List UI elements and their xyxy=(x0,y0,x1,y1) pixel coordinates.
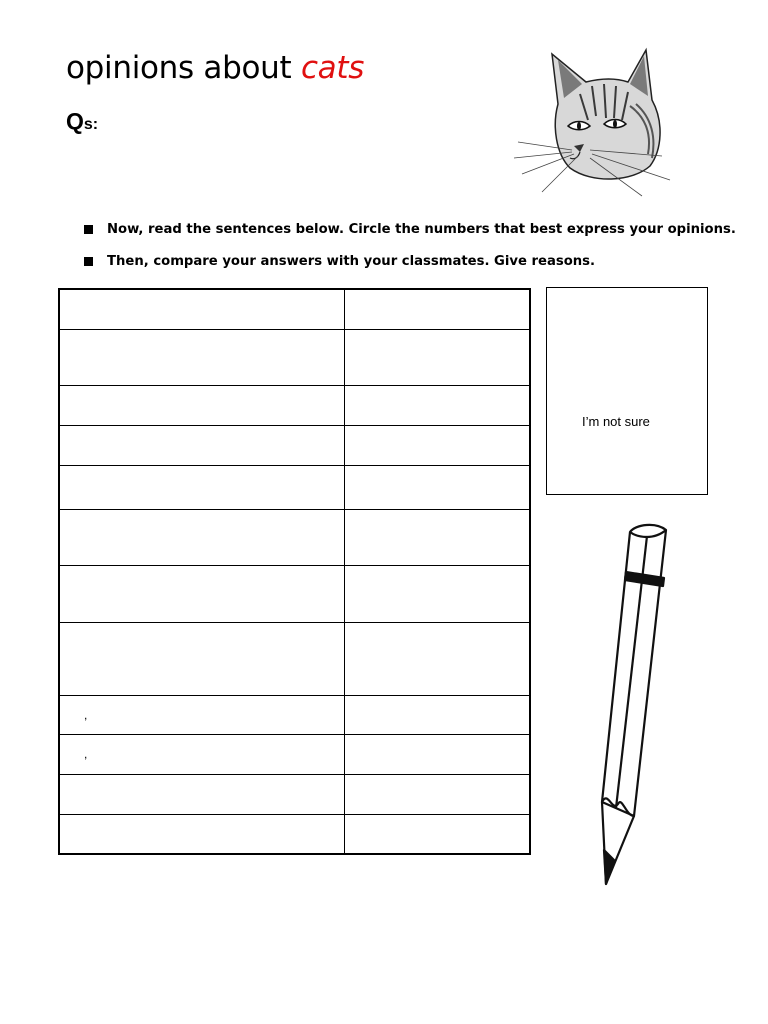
opinions-table xyxy=(58,288,531,855)
table-cell-statement xyxy=(59,774,345,814)
table-cell-rating xyxy=(345,695,531,734)
table-row xyxy=(59,509,530,565)
cat-illustration xyxy=(512,46,674,201)
table-row xyxy=(59,565,530,622)
title-main: opinions about xyxy=(66,50,301,86)
table-row xyxy=(59,289,530,329)
table-row xyxy=(59,425,530,465)
table-cell-statement xyxy=(59,425,345,465)
table-cell-rating xyxy=(345,734,531,774)
opinion-scale-box xyxy=(546,287,708,495)
square-bullet-icon xyxy=(84,257,93,266)
pencil-illustration xyxy=(590,520,680,892)
not-sure-label: I’m not sure xyxy=(582,414,650,429)
instructions-list xyxy=(84,220,736,284)
table-cell-rating xyxy=(345,774,531,814)
table-row xyxy=(59,465,530,509)
table-row xyxy=(59,814,530,854)
table-cell-statement xyxy=(59,329,345,385)
table-cell-statement: , xyxy=(59,734,345,774)
questions-heading xyxy=(66,108,98,135)
table-cell-rating xyxy=(345,509,531,565)
instruction-text: Now, read the sentences below. Circle the numbers that best express your opinions. xyxy=(107,221,736,237)
table-cell-rating xyxy=(345,385,531,425)
table-cell-statement xyxy=(59,814,345,854)
qs-q: Q xyxy=(66,108,84,134)
table-row xyxy=(59,329,530,385)
table-cell-statement xyxy=(59,385,345,425)
table-row xyxy=(59,774,530,814)
title-accent: cats xyxy=(300,50,365,86)
worksheet-title xyxy=(66,50,364,86)
table-row xyxy=(59,622,530,695)
table-cell-rating xyxy=(345,814,531,854)
table-cell-rating xyxy=(345,565,531,622)
table-cell-statement xyxy=(59,465,345,509)
table-cell-statement xyxy=(59,622,345,695)
table-cell-statement xyxy=(59,289,345,329)
pencil xyxy=(602,525,666,884)
instruction-text: Then, compare your answers with your classmates. Give reasons. xyxy=(107,253,596,269)
table-cell-rating xyxy=(345,622,531,695)
table-cell-rating xyxy=(345,465,531,509)
table-cell-statement: , xyxy=(59,695,345,734)
table-cell-statement xyxy=(59,509,345,565)
table-cell-rating xyxy=(345,289,531,329)
instruction-item xyxy=(84,252,736,270)
cat-head xyxy=(514,50,670,196)
table-row xyxy=(59,695,530,734)
table-cell-rating xyxy=(345,329,531,385)
square-bullet-icon xyxy=(84,225,93,234)
table-row xyxy=(59,385,530,425)
table-row xyxy=(59,734,530,774)
qs-s: s: xyxy=(83,116,99,133)
table-cell-statement xyxy=(59,565,345,622)
table-cell-rating xyxy=(345,425,531,465)
instruction-item xyxy=(84,220,736,238)
